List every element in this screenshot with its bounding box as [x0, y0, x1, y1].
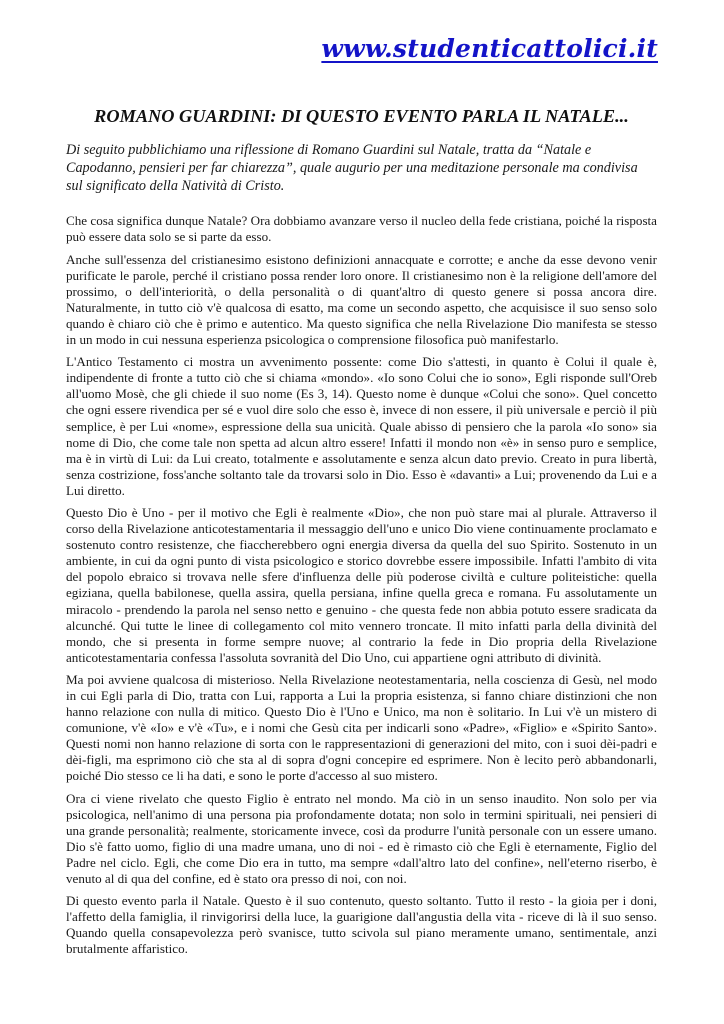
article-paragraph: Questo Dio è Uno - per il motivo che Egli è realmente «Dio», che non può stare mai al plurale. Attraverso il corso della Rivelazione anticotestamentaria il messaggio dell'uno e unico Dio viene continuamente proclamato e sostenuto contro resistenze, che fiaccherebbero ogni energia diversa da quella del suo Spirito. Sostenuto in un ambiente, in cui da ogni punto di vista psicologico e storico dovrebbe essere impossibile. Infatti l'ambito di vita del popolo ebraico si trovava nelle sfere d'influenza delle più poderose civiltà e culture politeistiche: quella egiziana, quella babilonese, quella assira, quella persiana, infine quella greca e romana. Fu assolutamente un miracolo - prendendo la parola nel senso netto e genuino - che questa fede non abbia potuto essere sradicata da alcunché. Qui tutte le linee di collegamento col mito vennero troncate. Il mito infatti parla della divinità del mondo, che si presenta in forme sempre nuove; al contrario la fede in Dio propria della Rivelazione anticotestamentaria confessa l'assoluta sovranità del Dio Uno, cui appartiene ogni attributo di divinità. — [66, 504, 657, 665]
article-paragraph: Che cosa significa dunque Natale? Ora dobbiamo avanzare verso il nucleo della fede cristiana, poiché la risposta può essere data solo se si parte da esso. — [66, 213, 657, 245]
article-title: ROMANO GUARDINI: DI QUESTO EVENTO PARLA IL NATALE... — [94, 106, 629, 126]
article-paragraph: Ma poi avviene qualcosa di misterioso. Nella Rivelazione neotestamentaria, nella coscienza di Gesù, nel modo in cui Egli parla di Dio, tratta con Lui, rapporta a Lui la propria esistenza, si fanno chiare distinzioni che non hanno relazione con nulla di mitico. Questo Dio è l'Uno e Unico, ma non è solitario. In Lui v'è un mistero di comunione, v'è «Io» e v'è «Tu», e i nomi che Gesù cita per indicarli sono «Padre», «Figlio» e «Spirito Santo». Questi nomi non hanno relazione di sorta con le rappresentazioni di generazioni del mito, con i suoi dèi-padri e dèi-figli, ma esprimono ciò che sta al di sopra d'ogni concepire ed esprimere. Non è lecito però abbandonarli, poiché Dio stesso ce li ha dati, e sono le porte d'accesso al suo mistero. — [66, 671, 657, 784]
article — [66, 104, 657, 964]
article-paragraph: Anche sull'essenza del cristianesimo esistono definizioni annacquate e corrotte; e anche da esse devono venir purificate le parole, perché il cristiano possa render loro onore. Il cristianesimo non è la religione dell'amore del prossimo, o dell'interiorità, o della personalità o di quant'altro di questo genere si possa ancora dire. Naturalmente, in tutto ciò v'è qualcosa di esatto, ma come un secondo aspetto, che acquisisce il suo senso solo quando è chiaro ciò che è primo e autentico. Ma questo significa che nella Rivelazione Dio manifesta se stesso in un modo in cui nessuna esperienza psicologica o comprensione filosofica può manifestarlo. — [66, 251, 657, 348]
article-paragraph: Ora ci viene rivelato che questo Figlio è entrato nel mondo. Ma ciò in un senso inaudito. Non solo per via psicologica, nell'animo di una persona pia profondamente dotata; non solo in termini spirituali, nei pensieri di una grande personalità; realmente, storicamente invece, così da produrre l'unità personale con un essere umano. Dio s'è fatto uomo, figlio di una madre umana, uno di noi - ed è rimasto ciò che Egli è eternamente, Figlio del Padre nel ciclo. Egli, che come Dio era in tutto, ma sempre «dall'altro lato del confine», nell'eterno riserbo, è venuto al di qua del confine, ed è stato ora presso di noi, con noi. — [66, 790, 657, 887]
article-paragraph: Di questo evento parla il Natale. Questo è il suo contenuto, questo soltanto. Tutto il resto - la gioia per i doni, l'affetto della famiglia, il rinvigorirsi della luce, la guarigione dall'angustia della vita - riceve di là il suo senso. Quando quella consapevolezza però svanisce, tutto scivola sul piano meramente umano, sentimentale, anzi brutalmente affaristico. — [66, 893, 657, 957]
article-intro: Di seguito pubblichiamo una riflessione di Romano Guardini sul Natale, tratta da “Natale e Capodanno, pensieri per far chiarezza”, quale augurio per una meditazione personale ma condivisa sul significato della Natività di Cristo. — [66, 142, 638, 194]
article-paragraph: L'Antico Testamento ci mostra un avvenimento possente: come Dio s'attesti, in quanto è Colui il quale è, indipendente di fronte a tutto ciò che si chiama «mondo». «Io sono Colui che io sono», Egli risponde sull'Oreb all'uomo Mosè, che gli chiede il suo nome (Es 3, 14). Questo nome è dunque «Colui che sono». Quel concetto che ogni essere rivendica per sé e vuol dire solo che esso è, invece di non essere, il più universale e perciò il più semplice, è per Lui «nome», espressione della sua unicità. Quale abisso di pensiero che la parola «Io sono» sia nome di Dio, che come tale non spetta ad alcun altro essere! Infatti il mondo non «è» in senso puro e semplice, ma è in virtù di Lui: da Lui creato, totalmente e assolutamente e senza alcun dato previo. Creato in pura libertà, senza costrizione, foss'anche soltanto tale da trovarsi solo in Dio. Esso è «davanti» a Lui; provenendo da Lui e a Lui diretto. — [66, 354, 657, 498]
site-url-link[interactable]: www.studenticattolici.it — [321, 34, 658, 63]
